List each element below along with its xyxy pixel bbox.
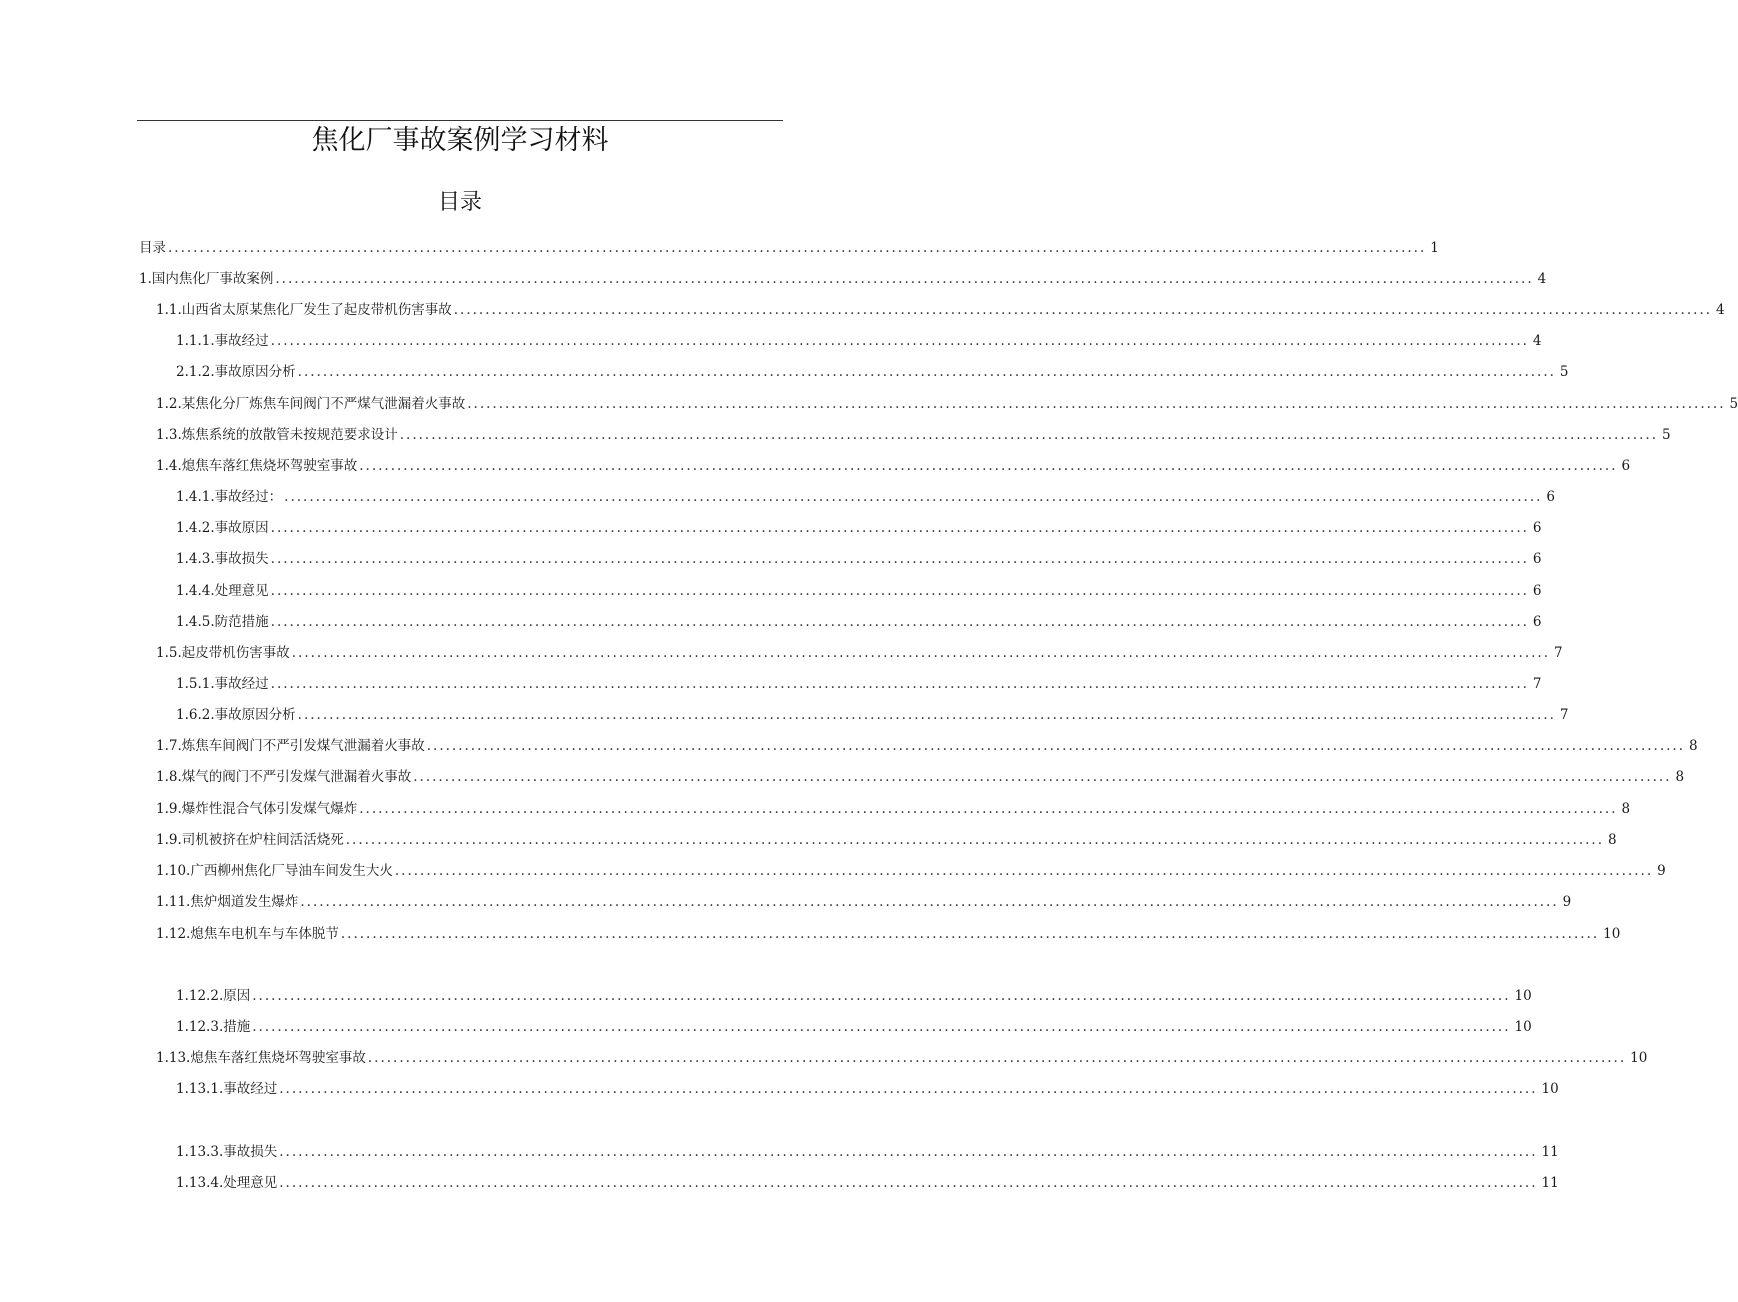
toc-entry-number: 1.9. [156, 801, 182, 817]
toc-leader-dots: ........................................................................................................................................................................................................ [453, 302, 1713, 318]
toc-entry-label: 1.3.炼焦系统的放散管未按规范要求设计 [156, 427, 398, 443]
toc-entry-label: 煤气的阀门不严引发煤气泄漏着火事故 [181, 769, 412, 785]
toc-entry[interactable] [176, 1172, 1559, 1194]
toc-entry-label: 起皮带机伤害事故 [181, 645, 290, 661]
toc-entry-label: 13.4.处理意见 [188, 1175, 278, 1191]
toc-leader-dots: ........................................................................................................................................................................................................ [297, 364, 1556, 380]
toc-entry[interactable] [156, 860, 1666, 882]
toc-entry-label: 1.2.事故原因分析 [188, 364, 296, 380]
toc-entry-page: 10 [1603, 926, 1621, 942]
toc-leader-dots: ........................................................................................................................................................................................................ [168, 240, 1427, 256]
toc-entry-number: 1.6. [176, 707, 202, 723]
toc-entry-label: 2.事故原因分析 [201, 707, 296, 723]
toc-entry[interactable] [176, 1141, 1559, 1163]
toc-entry-number: 1. [176, 1175, 189, 1191]
toc-entry-label: 司机被挤在炉柱间活活烧死 [181, 832, 344, 848]
toc-leader-dots: ........................................................................................................................................................................................................ [270, 333, 1529, 349]
toc-entry-page: 4 [1532, 333, 1542, 349]
toc-entry-label: 1.4.熄焦车落红焦烧坏驾驶室事故 [156, 458, 358, 474]
toc-entry-label: 1.4.3.事故损失 [176, 551, 269, 567]
toc-entry-page: 11 [1541, 1144, 1559, 1160]
toc-entry[interactable] [156, 1047, 1648, 1069]
toc-entry-page: 10 [1541, 1081, 1559, 1097]
toc-leader-dots: ........................................................................................................................................................................................................ [270, 614, 1529, 630]
toc-leader-dots: ........................................................................................................................................................................................................ [275, 271, 1534, 287]
toc-leader-dots: ........................................................................................................................................................................................................ [340, 926, 1600, 942]
toc-entry-number: 1.8. [156, 769, 182, 785]
toc-entry-label: 山西省太原某焦化厂发生了起皮带机伤害事故 [181, 302, 452, 318]
toc-entry-page: 6 [1532, 583, 1542, 599]
document-title: 焦化厂事故案例学习材料 [311, 125, 609, 156]
toc-entry[interactable] [156, 798, 1631, 820]
toc-entry-number: 1.9. [156, 832, 182, 848]
toc-entry[interactable] [176, 548, 1542, 570]
toc-entry-page: 5 [1729, 396, 1738, 412]
toc-entry-label: 1.10.广西柳州焦化厂导油车间发生大火 [156, 863, 393, 879]
toc-leader-dots: ........................................................................................................................................................................................................ [394, 863, 1654, 879]
toc-leader-dots: ........................................................................................................................................................................................................ [413, 769, 1672, 785]
toc-entry[interactable] [156, 455, 1631, 477]
toc-entry[interactable] [156, 891, 1572, 913]
toc-entry-label: 1.12.3.措施 [176, 1019, 251, 1035]
toc-entry[interactable] [176, 486, 1556, 508]
toc-leader-dots: ........................................................................................................................................................................................................ [367, 1050, 1627, 1066]
toc-leader-dots: ........................................................................................................................................................................................................ [291, 645, 1551, 661]
toc-entry[interactable] [176, 611, 1542, 633]
toc-entry-page: 6 [1532, 614, 1542, 630]
toc-entry-label: 5.防范措施 [201, 614, 269, 630]
toc-entry-label: 1.13.1.事故经过 [176, 1081, 278, 1097]
toc-entry-page: 5 [1662, 427, 1671, 443]
toc-entry[interactable] [139, 268, 1547, 290]
toc-entry-label: 1.4.2.事故原因 [176, 520, 269, 536]
toc-entry-number: 1.5. [176, 676, 202, 692]
toc-leader-dots: ........................................................................................................................................................................................................ [300, 894, 1559, 910]
toc-entry[interactable] [156, 829, 1617, 851]
toc-entry-label: 1.11.焦炉烟道发生爆炸 [156, 894, 299, 910]
toc-entry-page: 8 [1608, 832, 1617, 848]
toc-entry-page: 6 [1546, 489, 1556, 505]
toc-entry-label: 1.13.3.事故损失 [176, 1144, 278, 1160]
toc-entry-page: 4 [1716, 302, 1725, 318]
toc-entry-page: 10 [1514, 988, 1532, 1004]
toc-entry-page: 7 [1532, 676, 1542, 692]
toc-entry[interactable] [176, 361, 1569, 383]
toc-entry[interactable] [156, 923, 1621, 945]
toc-entry-label: 1.13.熄焦车落红焦烧坏驾驶室事故 [156, 1050, 366, 1066]
toc-entry[interactable] [176, 673, 1542, 695]
toc-entry[interactable] [176, 330, 1542, 352]
toc-entry[interactable] [156, 299, 1725, 321]
toc-entry-label: 1.4.4.处理意见 [176, 583, 269, 599]
toc-entry[interactable] [176, 704, 1569, 726]
toc-leader-dots: ........................................................................................................................................................................................................ [279, 1144, 1538, 1160]
toc-entry-page: 11 [1541, 1175, 1559, 1191]
toc-leader-dots: ........................................................................................................................................................................................................ [270, 551, 1529, 567]
toc-entry-page: 9 [1657, 863, 1666, 879]
toc-leader-dots: ........................................................................................................................................................................................................ [252, 1019, 1511, 1035]
toc-entry[interactable] [139, 237, 1439, 259]
toc-heading: 目录 [437, 190, 482, 215]
toc-entry[interactable] [156, 393, 1738, 415]
toc-entry-label: 1.4.1.事故经过： [176, 489, 283, 505]
toc-entry-label: 1.事故经过 [201, 676, 269, 692]
toc-leader-dots: ........................................................................................................................................................................................................ [270, 583, 1529, 599]
toc-leader-dots: ........................................................................................................................................................................................................ [270, 676, 1529, 692]
toc-entry[interactable] [156, 735, 1698, 757]
toc-entry-number: 1 [139, 271, 148, 287]
toc-leader-dots: ........................................................................................................................................................................................................ [270, 520, 1529, 536]
toc-entry-number: 1.5. [156, 645, 182, 661]
toc-entry-number: 1.4. [176, 614, 202, 630]
toc-entry[interactable] [176, 517, 1542, 539]
toc-entry-page: 5 [1559, 364, 1569, 380]
toc-entry-number: 2. [176, 364, 189, 380]
toc-leader-dots: ........................................................................................................................................................................................................ [359, 458, 1618, 474]
toc-entry-label: 1.2.某焦化分厂炼焦车间阀门不严煤气泄漏着火事故 [156, 396, 466, 412]
toc-entry-page: 1 [1430, 240, 1439, 256]
toc-entry-number: 1.7. [156, 738, 182, 754]
toc-entry-number: 1. [176, 333, 189, 349]
toc-leader-dots: ........................................................................................................................................................................................................ [279, 1175, 1538, 1191]
toc-leader-dots: ........................................................................................................................................................................................................ [426, 738, 1686, 754]
toc-entry-page: 8 [1621, 801, 1631, 817]
toc-entry[interactable] [176, 985, 1532, 1007]
toc-entry-page: 4 [1537, 271, 1547, 287]
toc-entry[interactable] [156, 424, 1671, 446]
toc-leader-dots: ........................................................................................................................................................................................................ [467, 396, 1726, 412]
toc-entry-page: 6 [1532, 520, 1542, 536]
toc-entry-page: 10 [1630, 1050, 1648, 1066]
toc-entry-page: 7 [1554, 645, 1563, 661]
toc-entry-label: 目录 [139, 240, 166, 256]
toc-leader-dots: ........................................................................................................................................................................................................ [297, 707, 1556, 723]
toc-entry-label: 1.12.熄焦车电机车与车体脱节 [156, 926, 339, 942]
toc-entry-page: 7 [1559, 707, 1569, 723]
toc-leader-dots: ........................................................................................................................................................................................................ [279, 1081, 1538, 1097]
toc-entry-page: 10 [1514, 1019, 1532, 1035]
toc-entry[interactable] [176, 580, 1542, 602]
toc-entry-label: 爆炸性混合气体引发煤气爆炸 [181, 801, 358, 817]
toc-entry-page: 8 [1689, 738, 1698, 754]
toc-leader-dots: ........................................................................................................................................................................................................ [252, 988, 1511, 1004]
toc-entry-page: 6 [1621, 458, 1631, 474]
toc-entry-number: 1.1. [156, 302, 182, 318]
toc-entry[interactable] [176, 1078, 1559, 1100]
toc-entry[interactable] [156, 766, 1685, 788]
toc-leader-dots: ........................................................................................................................................................................................................ [345, 832, 1605, 848]
toc-entry-page: 9 [1562, 894, 1572, 910]
toc-entry[interactable] [176, 1016, 1532, 1038]
toc-leader-dots: ........................................................................................................................................................................................................ [284, 489, 1543, 505]
toc-entry-label: 1.12.2.原因 [176, 988, 251, 1004]
toc-entry[interactable] [156, 642, 1563, 664]
toc-entry-page: 6 [1532, 551, 1542, 567]
toc-entry-label: .国内焦化厂事故案例 [147, 271, 274, 287]
toc-leader-dots: ........................................................................................................................................................................................................ [359, 801, 1618, 817]
toc-entry-label: 1.1.事故经过 [188, 333, 269, 349]
toc-entry-label: 炼焦车间阀门不严引发煤气泄漏着火事故 [181, 738, 425, 754]
toc-leader-dots: ........................................................................................................................................................................................................ [399, 427, 1659, 443]
toc-entry-page: 8 [1675, 769, 1685, 785]
